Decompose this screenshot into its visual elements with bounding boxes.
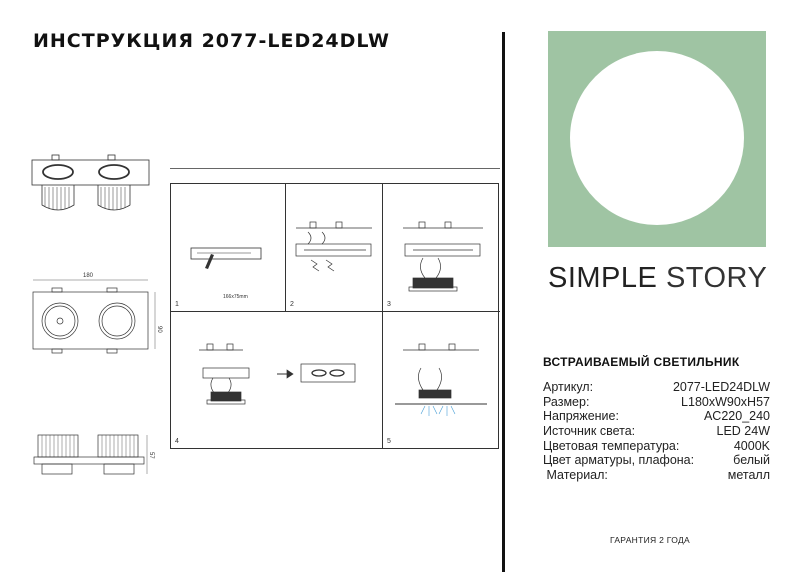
product-heading: ВСТРАИВАЕМЫЙ СВЕТИЛЬНИК <box>543 355 740 369</box>
spec-row <box>543 380 770 395</box>
spec-label: Источник света: <box>543 424 636 439</box>
step-2-number: 2 <box>290 301 294 308</box>
lamp-glow <box>570 51 744 225</box>
drawing-side-view <box>34 435 147 474</box>
step-1-illustration <box>171 184 286 312</box>
spec-row <box>543 453 770 468</box>
step-5 <box>383 312 500 448</box>
product-drawings <box>20 150 165 490</box>
step-1 <box>171 184 286 312</box>
spec-value: металл <box>727 468 770 483</box>
page-title: ИНСТРУКЦИЯ 2077-LED24DLW <box>33 30 391 52</box>
spec-value: 4000K <box>733 438 770 453</box>
step-4-illustration <box>171 312 383 448</box>
spec-label: Цвет арматуры, плафона: <box>543 453 695 468</box>
step-4 <box>171 312 383 448</box>
vertical-divider <box>502 32 505 572</box>
step-5-number: 5 <box>387 438 391 445</box>
step-2-illustration <box>286 184 383 312</box>
dim-width-label: 180 <box>83 273 94 279</box>
spec-row <box>543 468 770 483</box>
brand-word-2: STORY <box>665 262 768 294</box>
spec-value: 2077-LED24DLW <box>672 380 770 394</box>
spec-row <box>543 424 770 439</box>
divider-line <box>170 168 500 169</box>
installation-steps <box>170 183 499 449</box>
brand-word-1: SIMPLE <box>548 262 658 294</box>
spec-label: Напряжение: <box>543 409 619 424</box>
spec-value: LED 24W <box>716 424 770 439</box>
spec-label: Материал: <box>543 468 608 483</box>
step-4-number: 4 <box>175 438 179 445</box>
step-3-illustration <box>383 184 500 312</box>
warranty-note: ГАРАНТИЯ 2 ГОДА <box>610 535 690 545</box>
step-2 <box>286 184 383 312</box>
spec-label: Артикул: <box>543 380 594 394</box>
spec-row <box>543 409 770 424</box>
spec-label: Размер: <box>543 394 590 409</box>
spec-list <box>543 380 770 483</box>
spec-value: белый <box>733 453 770 468</box>
step-3 <box>383 184 500 312</box>
dim-depth-label: 57 <box>148 452 154 459</box>
spec-label: Цветовая температура: <box>543 438 680 453</box>
drawing-top-view <box>33 280 155 353</box>
dim-height-label: 90 <box>156 326 162 333</box>
spec-row <box>543 395 770 410</box>
spec-value: AC220_240 <box>703 409 770 424</box>
step-5-illustration <box>383 312 500 448</box>
brand-logo <box>548 262 767 295</box>
step-3-number: 3 <box>387 301 391 308</box>
product-photo <box>548 31 766 247</box>
spec-value: L180xW90xH57 <box>681 394 770 409</box>
drawing-perspective <box>32 155 149 210</box>
step-1-number: 1 <box>175 301 179 308</box>
spec-row <box>543 439 770 454</box>
step-1-note: 166x75mm <box>223 294 248 300</box>
